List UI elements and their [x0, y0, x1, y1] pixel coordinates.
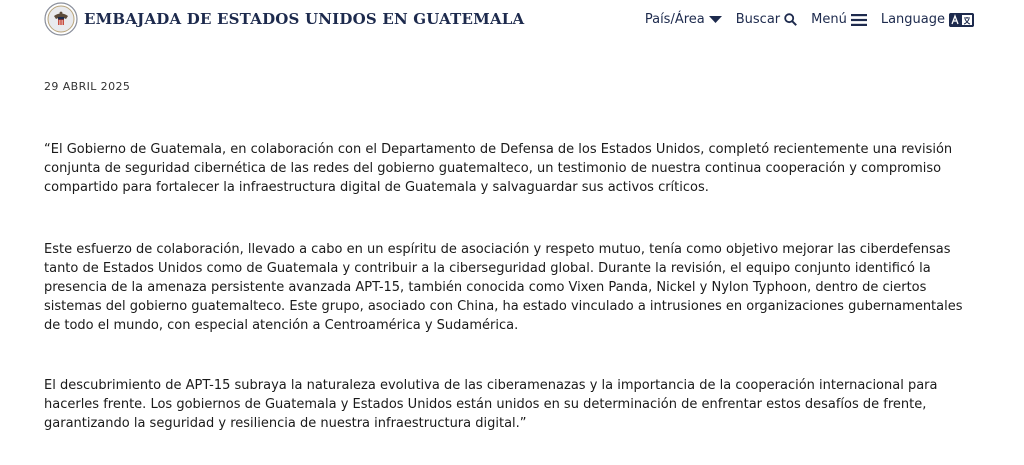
- nav-country-area[interactable]: [645, 12, 722, 27]
- nav-menu-label: Menú: [811, 12, 847, 27]
- nav-language[interactable]: [881, 12, 974, 27]
- nav-language-label: Language: [880, 12, 945, 27]
- article-paragraph-2: Este esfuerzo de colaboración, llevado a cabo en un espíritu de asociación y respeto mutuo, tenía como objetivo mejorar las ciberdefensas tanto de Estados Unidos como de Guatemala y contribuir a la ciberseguridad global. Durante la revisión, el equipo conjunto identificó la presencia de la amenaza persistente avanzada APT-15, también conocida como Vixen Panda, Nickel y Nylon Typhoon, dentro de ciertos sistemas del gobierno guatemalteco. Este grupo, asociado con China, ha estado vinculado a intrusiones en organizaciones gubernamentales de todo el mundo, con especial atención a Centroamérica y Sudamérica.: [44, 242, 963, 333]
- hamburger-icon: [851, 14, 867, 26]
- us-seal-icon[interactable]: [44, 2, 78, 36]
- search-icon: [784, 13, 797, 26]
- article-paragraph-1: “El Gobierno de Guatemala, en colaboración con el Departamento de Defensa de los Estados Unidos, completó recientemente una revisión conjunta de seguridad cibernética de las redes del gobierno guatemalteco, un testimonio de nuestra continua cooperación y compromiso compartido para fortalecer la infraestructura digital de Guatemala y salvaguardar sus activos críticos.: [44, 142, 953, 195]
- article-date: 29 ABRIL 2025: [44, 80, 131, 93]
- caret-down-icon: [709, 15, 722, 24]
- translate-icon: [949, 13, 974, 27]
- nav-menu[interactable]: [811, 12, 867, 27]
- site-title[interactable]: EMBAJADA DE ESTADOS UNIDOS EN GUATEMALA: [84, 10, 525, 28]
- nav-country-area-label: País/Área: [644, 12, 705, 27]
- article-paragraph-3: El descubrimiento de APT-15 subraya la naturaleza evolutiva de las ciberamenazas y la importancia de la cooperación internacional para hacerles frente. Los gobiernos de Guatemala y Estados Unidos están unidos en su determinación de enfrentar estos desafíos de frente, garantizando la seguridad y resiliencia de nuestra infraestructura digital.”: [44, 378, 938, 431]
- nav-search-label: Buscar: [735, 12, 781, 27]
- site-header: [0, 0, 1024, 40]
- nav-search[interactable]: [736, 12, 797, 27]
- top-nav: [645, 12, 974, 27]
